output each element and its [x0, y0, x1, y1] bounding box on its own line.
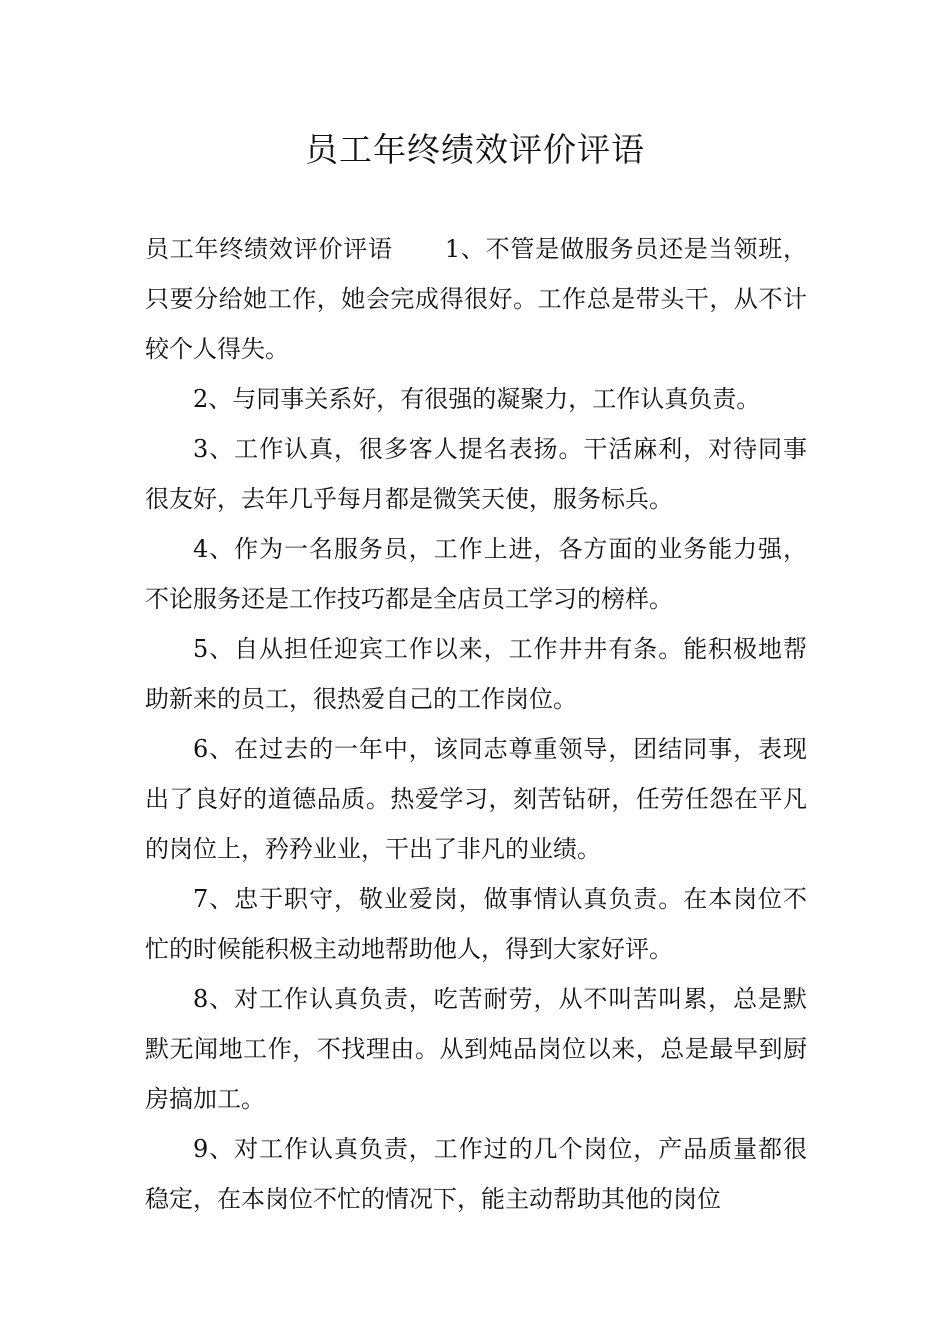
paragraph-7: 7、忠于职守，敬业爱岗，做事情认真负责。在本岗位不忙的时候能积极主动地帮助他人，得到大家好评。 — [145, 885, 807, 963]
paragraph-text: 1、不管是做服务员还是当领班，只要分给她工作，她会完成得很好。工作总是带头干，从不计较个人得失。 — [145, 235, 808, 363]
paragraph-8: 8、对工作认真负责，吃苦耐劳，从不叫苦叫累，总是默默无闻地工作，不找理由。从到炖品岗位以来，总是最早到厨房搞加工。 — [145, 985, 807, 1113]
paragraph-3: 3、工作认真，很多客人提名表扬。干活麻利，对待同事很友好，去年几乎每月都是微笑天使，服务标兵。 — [145, 435, 807, 513]
paragraph-4: 4、作为一名服务员，工作上进，各方面的业务能力强，不论服务还是工作技巧都是全店员工学习的榜样。 — [145, 535, 807, 613]
document-body — [145, 224, 807, 1224]
document-title: 员工年终绩效评价评语 — [305, 130, 645, 169]
paragraph-6: 6、在过去的一年中，该同志尊重领导，团结同事，表现出了良好的道德品质。热爱学习，刻苦钻研，任劳任怨在平凡的岗位上，矜矜业业，干出了非凡的业绩。 — [145, 735, 807, 863]
lead-label: 员工年终绩效评价评语 — [145, 235, 393, 263]
paragraph-9: 9、对工作认真负责，工作过的几个岗位，产品质量都很稳定，在本岗位不忙的情况下，能主动帮助其他的岗位 — [145, 1135, 807, 1213]
paragraph-1 — [145, 224, 807, 374]
paragraph-5: 5、自从担任迎宾工作以来，工作井井有条。能积极地帮助新来的员工，很热爱自己的工作岗位。 — [145, 635, 807, 713]
paragraph-2: 2、与同事关系好，有很强的凝聚力，工作认真负责。 — [193, 385, 761, 413]
